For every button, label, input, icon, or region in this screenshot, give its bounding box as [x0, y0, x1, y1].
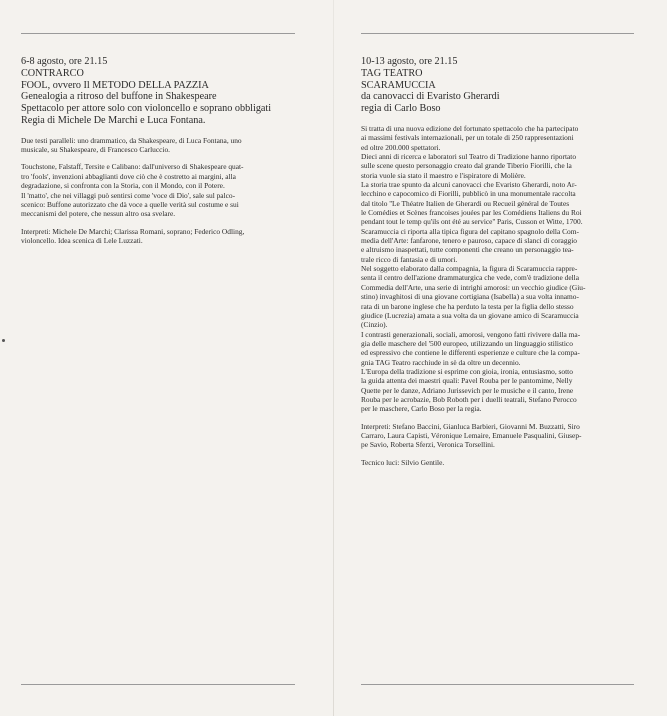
left-column: [21, 56, 303, 253]
text-line: gia delle maschere del '500 europeo, utilizzando un linguaggio stilistico: [361, 338, 573, 348]
text-line: le Comédies et Scènes francoises jouées par les Comédiens Italiens du Roi: [361, 208, 582, 218]
text-line: Commedia dell'Arte, una serie di intrighi amorosi: un vecchio giudice (Giu-: [361, 282, 586, 292]
right-column: [361, 56, 638, 475]
text-line: Dieci anni di ricerca e laboratori sul Teatro di Tradizione hanno riportato: [361, 152, 577, 162]
text-line: Interpreti: Stefano Baccini, Gianluca Barbieri, Giovanni M. Buzzatti, Siro: [361, 421, 580, 431]
show-subtitle: da canovacci di Evaristo Gherardi: [361, 91, 500, 103]
text-line: scenico: Buffone autorizzato che dà voce a quelle verità sul costume e sui: [21, 199, 239, 209]
show-title: FOOL, ovvero Il METODO DELLA PAZZIA: [21, 79, 209, 91]
bottom-rule-right: [361, 684, 634, 685]
tech-credit: Tecnico luci: Silvio Gentile.: [361, 457, 445, 467]
text-line: musicale, su Shakespeare, di Francesco Carluccio.: [21, 145, 170, 155]
page-fold: [333, 0, 334, 716]
description-paragraph: [21, 162, 303, 218]
text-line: ed espressivo che contiene le differenti esperienze e culture che la compa-: [361, 348, 580, 358]
bottom-rule-left: [21, 684, 295, 685]
text-line: La storia trae spunto da alcuni canovacci che Evaristo Gherardi, noto Ar-: [361, 180, 577, 190]
text-line: la guida attenta dei maestri quali: Pavel Rouba per le pantomime, Nelly: [361, 376, 573, 386]
description-paragraph: [361, 124, 638, 414]
text-line: tro 'fools', invenzioni abbaglianti dove ciò che è costretto ai margini, alla: [21, 171, 236, 181]
text-line: Nel soggetto elaborato dalla compagnia, la figura di Scaramuccia rappre-: [361, 264, 578, 274]
text-line: Si tratta di una nuova edizione del fortunato spettacolo che ha partecipato: [361, 123, 579, 133]
text-line: ai massimi festivals internazionali, per un totale di 250 rappresentazioni: [361, 133, 574, 143]
text-line: per le maschere, Carlo Boso per la regia.: [361, 404, 482, 414]
text-line: L'Europa della tradizione si esprime con gioia, ironia, entusiasmo, sotto: [361, 366, 573, 376]
text-line: pe Savio, Roberta Sferzi, Veronica Torsellini.: [361, 440, 495, 450]
text-line: storia vuole sia stato il maestro e l'ispiratore di Molière.: [361, 170, 526, 180]
cast-paragraph: [361, 422, 638, 450]
text-line: Rouba per le acrobazie, Bob Roboth per i duelli teatrali, Stefano Perocco: [361, 394, 577, 404]
show-subtitle: Genealogia a ritroso del buffone in Shakespeare: [21, 91, 217, 103]
text-line: ed oltre 200.000 spettatori.: [361, 142, 441, 152]
text-line: pendant tout le temp qu'ils ont été au service'' Paris, Cusson et Witte, 1700.: [361, 217, 583, 227]
company-name: TAG TEATRO: [361, 67, 423, 79]
text-line: Carraro, Laura Capisti, Véronique Lemaire, Emanuele Pasqualini, Giusep-: [361, 430, 582, 440]
event-date: 6-8 agosto, ore 21.15: [21, 56, 108, 67]
text-line: senta il centro dell'azione drammaturgica che vede, com'è tradizione della: [361, 273, 579, 283]
text-line: Il 'matto', che nei villaggi può sentirsi come 'voce di Dio', sale sul palco-: [21, 190, 236, 200]
text-line: violoncello. Idea scenica di Lele Luzzati.: [21, 235, 143, 245]
text-line: dal titolo ''Le Théatre Italien de Gherardi ou Recueil général de Toutes: [361, 198, 570, 208]
text-line: gnia TAG Teatro racchiude in sè da oltre un decennio.: [361, 357, 521, 367]
text-line: lecchino e capocomico di Fiorilli, pubblicò in una monumentale raccolta: [361, 189, 576, 199]
text-line: Scaramuccia ci riporta alla tipica figura del capitano spagnolo della Com-: [361, 226, 579, 236]
intro-paragraph: [21, 136, 303, 155]
text-line: I contrasti generazionali, sociali, amorosi, vengono fatti rivivere dalla ma-: [361, 329, 581, 339]
text-line: meccanismi del potere, che nessun altro osa svelare.: [21, 209, 176, 219]
show-subtitle: Spettacolo per attore solo con violoncello e soprano obbligati: [21, 103, 272, 115]
text-line: sulle scene questo personaggio creato dal grande Tiberio Fiorilli, che la: [361, 161, 572, 171]
top-rule-left: [21, 33, 295, 34]
text-line: trale ricco di fantasia e di umori.: [361, 254, 458, 264]
company-name: CONTRARCO: [21, 67, 84, 79]
text-line: Interpreti: Michele De Marchi; Clarissa Romani, soprano; Federico Odling,: [21, 226, 245, 236]
text-line: stino) invaghitosi di una giovane cortigiana (Isabella) a sua volta innamo-: [361, 292, 579, 302]
text-line: rata di un barone inglese che ha perduto la testa per la figlia dello stesso: [361, 301, 574, 311]
text-line: (Cinzio).: [361, 320, 388, 330]
text-line: Quette per le danze, Adriano Jurissevich per le musiche e il canto, Irene: [361, 385, 574, 395]
cast-paragraph: [21, 227, 303, 246]
director-credit: Regia di Michele De Marchi e Luca Fontana.: [21, 114, 206, 126]
text-line: degradazione, si confronta con la Storia, con il Mondo, con il Potere.: [21, 181, 225, 191]
print-mark: [2, 339, 5, 342]
text-line: giudice (Lucrezia) amata a sua volta da un giovane amico di Scaramuccia: [361, 310, 579, 320]
text-line: Due testi paralleli: uno drammatico, da Shakespeare, di Luca Fontana, uno: [21, 135, 242, 145]
top-rule-right: [361, 33, 634, 34]
text-line: Touchstone, Falstaff, Tersite e Calibano: dall'universo di Shakespeare quat-: [21, 162, 244, 172]
event-date: 10-13 agosto, ore 21.15: [361, 56, 458, 67]
text-line: media dell'Arte: fanfarone, tenero e pauroso, capace di slanci di coraggio: [361, 236, 577, 246]
show-title: SCARAMUCCIA: [361, 79, 436, 91]
text-line: e altruismo inaspettati, tutte componenti che creano un personaggio tea-: [361, 245, 574, 255]
director-credit: regia di Carlo Boso: [361, 103, 441, 115]
